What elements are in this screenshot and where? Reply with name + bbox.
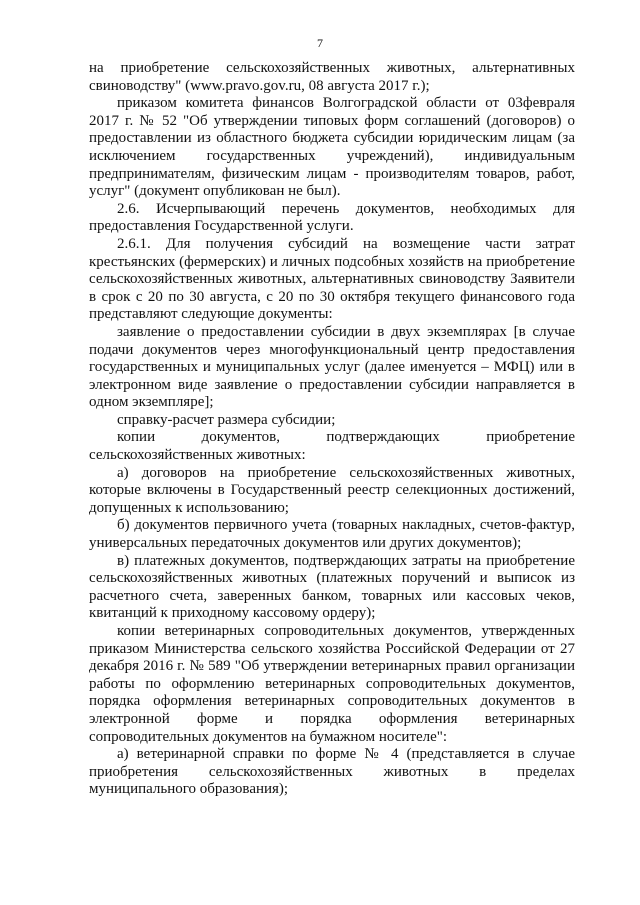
list-item: в) платежных документов, подтверждающих затраты на приобретение сельскохозяйственных животных (платежных поручений и выписок из расчетного счета, заверенных банком, товарных или кассовых чеков, квитанций к приходному кассовому ордеру); [89,552,575,622]
paragraph: 2.6.1. Для получения субсидий на возмещение части затрат крестьянских (фермерских) и личных подсобных хозяйств на приобретение сельскохозяйственных животных, альтернативных свиноводству Заявители в срок с 20 по 30 августа, с 20 по 30 октября текущего финансового года представляют следующие документы: [89,235,575,323]
paragraph: на приобретение сельскохозяйственных животных, альтернативных свиноводству" (www.pravo.gov.ru, 08 августа 2017 г.); [89,60,575,94]
list-item: б) документов первичного учета (товарных накладных, счетов-фактур, универсальных передаточных документов или других документов); [89,517,575,552]
list-item: а) договоров на приобретение сельскохозяйственных животных, которые включены в Государственный реестр селекционных достижений, допущенных к использованию; [89,464,575,516]
page-number: 7 [317,36,323,50]
section-heading: 2.6. Исчерпывающий перечень документов, необходимых для предоставления Государственной услуги. [89,200,575,235]
list-item: заявление о предоставлении субсидии в двух экземплярах [в случае подачи документов через многофункциональный центр предоставления государственных и муниципальных услуг (далее именуется – МФЦ) или в электронном виде заявление о предоставлении субсидии направляется в одном экземпляре]; [89,323,575,411]
list-item: копии документов, подтверждающих приобретение сельскохозяйственных животных: [89,429,575,464]
list-item: копии ветеринарных сопроводительных документов, утвержденных приказом Министерства сельского хозяйства Российской Федерации от 27 декабря 2016 г. № 589 "Об утверждении ветеринарных правил организации работы по оформлению ветеринарных сопроводительных документов, порядка оформления ветеринарных сопроводительных документов в электронной форме и порядка оформления ветеринарных сопроводительных документов на бумажном носителе": [89,623,575,745]
list-item: справку-расчет размера субсидии; [117,411,336,428]
list-item: а) ветеринарной справки по форме № 4 (представляется в случае приобретения сельскохозяйственных животных в пределах муниципального образования); [89,746,575,798]
document-body [89,60,575,799]
paragraph: приказом комитета финансов Волгоградской области от 03февраля 2017 г. № 52 "Об утверждении типовых форм соглашений (договоров) о предоставлении из областного бюджета субсидии юридическим лицам (за исключением государственных учреждений), индивидуальным предпринимателям, физическим лицам - производителям товаров, работ, услуг" (документ опубликован не был). [89,95,575,200]
